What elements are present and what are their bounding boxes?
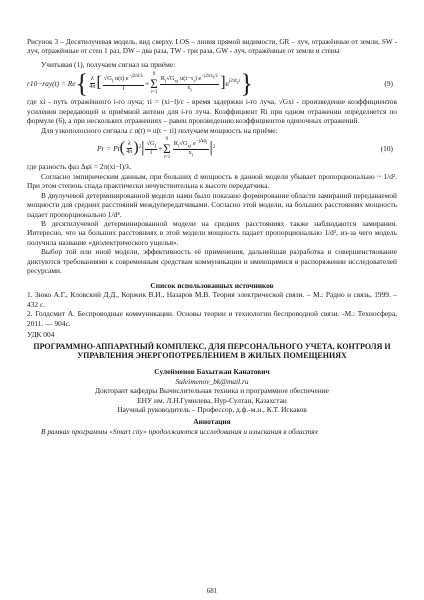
- author-position: Докторант кафедры Вычислительная техника и программное обеспечение: [95, 386, 329, 396]
- scientific-supervisor: Научный руководитель – Профессор, д.ф.-м.н., К.Т. Искаков: [117, 404, 307, 414]
- udk-code: УДК 004: [27, 330, 55, 340]
- author-name: Сулейменов Бахытжан Канатович: [154, 367, 270, 377]
- paragraph-intro: Учитывая (1), получаем сигнал на приёме:: [41, 60, 176, 70]
- page-body: [27, 38, 397, 436]
- annotation-heading: Аннотация: [193, 417, 231, 427]
- equation-10-number: (10): [380, 143, 393, 153]
- author-affiliation: ЕНУ им. Л.Н.Гумилева, Нур-Султан, Казахстан: [137, 395, 287, 405]
- annotation-text: В рамках программы «Smart city» продолжаются исследования и изыскания в областях: [41, 426, 318, 436]
- author-email: Suleimenov_bk@mail.ru: [175, 376, 249, 386]
- page-number: 681: [206, 587, 218, 595]
- article-title: ПРОГРАММНО-АППАРАТНЫЙ КОМПЛЕКС, ДЛЯ ПЕРСОНАЛЬНОГО УЧЕТА, КОНТРОЛЯ И УПРАВЛЕНИЯ ЭНЕРГОПОТРЕБЛЕНИЕМ В ЖИЛЫХ ПОМЕЩЕНИЯХ: [33, 341, 391, 361]
- paragraph-narrowband: Для узкополосного сигнала с u(t) ≈ u(t − τi) получаем мощность на приёме:: [41, 125, 278, 135]
- equation-10: Pr = Pt ( $\frac{\lambda}{4\pi}$ ) 2 | $\frac{√G_l}{l}$ + 9 Σ i=1 $\frac{R_i√G_{xi} e^{-j\Delta\varphi_i}}{x_i}$ | 2 (10): [97, 137, 393, 161]
- paragraph-ten-ray: В десятилучевой детерминированной модели на средних расстояниях также наблюдаются замирания. Интересно, что на больших расстояниях в этой модели мощность падает пропорционально 1/d², из-за чего модель получила название «диэлектрического ущелья».: [27, 218, 397, 247]
- paragraph-two-ray: В двулучевой детерминированной модели нами было показано формирование области замираний передаваемой мощности для средних расстояний междупередатчиками. Согласно этой модели, на больших расстояниях мощность падает пропорционально 1/d⁴.: [27, 190, 397, 219]
- paragraph-model-choice: Выбор той или иной модели, эффективность её применения, дальнейшая разработка и совершенствование диктуются требованиями к современным средствам коммуникации и имеющимися в распоряжении исследователей ресурсами.: [27, 247, 397, 276]
- equation-9-lhs: r10−ray(t) = Re: [27, 78, 76, 88]
- equation-9: r10−ray(t) = Re { $\frac{\lambda}{4\pi}$ [ $\frac{√G_l u(t) e^{-j2\pi l/\lambda}}{l}$ + 9 Σ i=1 $\frac{R_i√G_{xi} u(t-\tau_i) e^{-j2\pi x_i/\lambda}}{x_i}$ ] $e^{j2\pi f_ct}$ } (9): [27, 68, 393, 98]
- paragraph-phase-difference: где разность фаз Δφi = 2π(xi−l)/λ.: [27, 162, 132, 172]
- equation-10-lhs: Pr = Pt: [97, 143, 120, 153]
- references-heading: Список использованных источников: [150, 280, 274, 290]
- paragraph-where: где xi - путь отражённого i-го луча; τi = (xi−l)/c - время задержки i-го луча, √Gxi - произведение коэффициентов усиления передающей и приёмной антенн для i-го луча. Коэффициент Ri при одном отражении определяется по формуле (6), а при нескольких отражениях – равен произведению коэффициентов одиночных отражений.: [27, 97, 397, 126]
- equation-9-number: (9): [384, 78, 393, 88]
- reference-item: 1. Зюко А.Г., Кловский Д.Д., Коржик В.И., Назаров М.В. Теория электрической связи. – М.: Радио и связь, 1999. – 432 с.: [27, 290, 397, 309]
- figure-caption: Рисунок 3 – Десятилучевая модель, вид сверху. LOS – линия прямой видимости, GR – луч, отражённые от земли, SW - луч, отражённые от стен 1 раз, DW – два раза, TW - три раза, GW - луч, отражённые от земли и стены: [27, 38, 397, 56]
- paragraph-empirical: Согласно эмпирическим данным, при больших d мощность в данной модели убывает пропорционально ~ 1/d². При этом степень спада практически нечувствительна к высоте передатчика.: [27, 171, 397, 191]
- reference-item: 2. Голдсмит А. Беспроводные коммуникации. Основы теории и технологии беспроводной связи. -М.: Техносфера, 2011. — 904с.: [27, 309, 397, 328]
- equation-9-brace: {: [75, 68, 89, 98]
